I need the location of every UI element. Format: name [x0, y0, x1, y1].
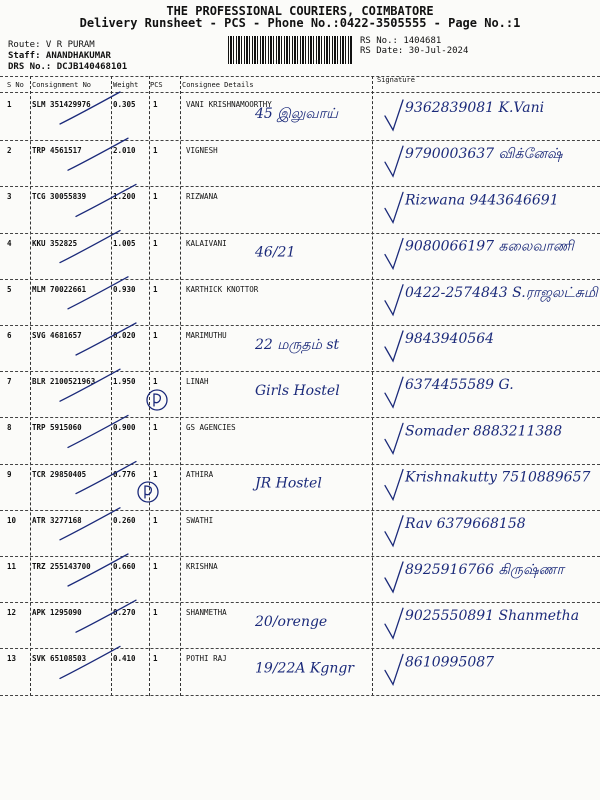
handwritten-note: 19/22A Kgngr — [255, 660, 354, 677]
cell-consignee: KALAIVANI — [186, 238, 227, 248]
handwritten-note: 46/21 — [255, 244, 296, 261]
cell-consignment: SVG 4681657 — [32, 331, 82, 340]
cell-sno: 2 — [7, 146, 12, 156]
cell-consignment: SLM 351429976 — [32, 100, 91, 109]
cell-consignee: VIGNESH — [186, 146, 218, 156]
cell-consignment: TRZ 255143700 — [32, 562, 91, 571]
cell-weight: 1.200 — [113, 192, 136, 202]
cell-consignee: GS AGENCIES — [186, 423, 236, 433]
cell-sno: 8 — [7, 423, 12, 433]
cell-pcs: 1 — [153, 515, 158, 525]
cell-weight: 0.776 — [113, 469, 136, 479]
handwritten-note: 45 இலுவாய் — [255, 106, 339, 122]
barcode — [228, 36, 352, 64]
cell-consignee: LINAH — [186, 377, 209, 387]
cell-weight: 1.005 — [113, 238, 136, 248]
cell-weight: 1.950 — [113, 377, 136, 387]
rs-number: RS No.: 1404681 — [360, 36, 442, 46]
cell-consignee: POTHI RAJ — [186, 654, 227, 664]
table-row — [0, 602, 600, 648]
col-pcs: PCS — [150, 81, 163, 89]
col-weight: Weight — [113, 81, 139, 89]
handwritten-signature: 8925916766 கிருஷ்ணா — [405, 562, 564, 578]
cell-consignee: RIZWANA — [186, 192, 218, 202]
document-title: THE PROFESSIONAL COURIERS, COIMBATORE — [166, 4, 434, 18]
cell-consignment: TCR 29850405 — [32, 469, 87, 479]
cell-weight: 0.660 — [113, 562, 136, 571]
cell-consignee: VANI KRISHNAMOORTHY — [186, 100, 272, 109]
table-row — [0, 371, 600, 417]
row-rule — [0, 695, 600, 696]
cell-consignment: KKU 352825 — [32, 238, 78, 248]
handwritten-note: Girls Hostel — [255, 383, 340, 400]
cell-consignment: TCG 30055839 — [32, 192, 87, 202]
cell-sno: 9 — [7, 469, 12, 479]
handwritten-signature: 8610995087 — [405, 654, 495, 671]
cell-consignee: SHANMETHA — [186, 608, 227, 618]
table-row — [0, 648, 600, 694]
cell-pcs: 1 — [153, 423, 158, 433]
cell-sno: 7 — [7, 377, 12, 387]
table-row — [0, 186, 600, 232]
cell-pcs: 1 — [153, 284, 158, 294]
handwritten-signature: Rav 6379668158 — [405, 515, 526, 532]
table-row — [0, 464, 600, 510]
cell-weight: 0.020 — [113, 331, 136, 340]
header-bottom-rule — [0, 92, 600, 93]
col-sno: S No — [7, 81, 24, 89]
handwritten-signature: 9843940564 — [405, 331, 495, 347]
cell-weight: 0.930 — [113, 284, 136, 294]
cell-consignee: ATHIRA — [186, 469, 214, 479]
handwritten-signature: Krishnakutty 7510889657 — [405, 469, 591, 486]
table-row — [0, 94, 600, 140]
cell-consignee: MARIMUTHU — [186, 331, 227, 340]
col-consignee: Consignee Details — [182, 81, 254, 89]
cell-weight: 2.010 — [113, 146, 136, 156]
cell-pcs: 1 — [153, 469, 158, 479]
cell-weight: 0.900 — [113, 423, 136, 433]
handwritten-signature: 9362839081 K.Vani — [405, 100, 545, 116]
handwritten-note: JR Hostel — [255, 475, 322, 492]
cell-consignment: APK 1295090 — [32, 608, 82, 618]
cell-sno: 3 — [7, 192, 12, 202]
cell-pcs: 1 — [153, 238, 158, 248]
cell-consignee: KARTHICK KNOTTOR — [186, 284, 259, 294]
cell-sno: 12 — [7, 608, 17, 618]
cell-sno: 5 — [7, 284, 12, 294]
cell-consignment: TRP 4561517 — [32, 146, 82, 156]
cell-sno: 4 — [7, 238, 12, 248]
route-label: Route: V R PURAM — [8, 40, 95, 50]
cell-pcs: 1 — [153, 562, 158, 571]
handwritten-signature: Somader 8883211388 — [405, 423, 563, 440]
cell-pcs: 1 — [153, 608, 158, 618]
table-row — [0, 233, 600, 279]
table-row — [0, 510, 600, 556]
cell-pcs: 1 — [153, 377, 158, 387]
handwritten-signature: 0422-2574843 S.ராஜலட்சுமி — [405, 284, 598, 301]
handwritten-signature: 9080066197 கலைவாணி — [405, 238, 574, 255]
cell-consignment: SVK 65108503 — [32, 654, 87, 664]
drs-number: DRS No.: DCJB140468101 — [8, 62, 128, 72]
cell-consignment: ATR 3277168 — [32, 515, 82, 525]
cell-weight: 0.270 — [113, 608, 136, 618]
cell-weight: 0.410 — [113, 654, 136, 664]
handwritten-note: 20/orenge — [255, 614, 328, 631]
handwritten-signature: 9790003637 விக்னேஷ் — [405, 146, 563, 163]
document-subtitle: Delivery Runsheet - PCS - Phone No.:0422-3505555 - Page No.:1 — [79, 16, 521, 30]
cell-consignment: TRP 5915060 — [32, 423, 82, 433]
handwritten-signature: 6374455589 G. — [405, 377, 514, 394]
table-row — [0, 556, 600, 602]
cell-pcs: 1 — [153, 192, 158, 202]
cell-weight: 0.305 — [113, 100, 136, 109]
table-row — [0, 325, 600, 371]
cell-pcs: 1 — [153, 100, 158, 109]
cell-consignment: BLR 2100521963 — [32, 377, 96, 387]
table-row — [0, 140, 600, 186]
table-row — [0, 279, 600, 325]
cell-sno: 11 — [7, 562, 17, 571]
cell-pcs: 1 — [153, 146, 158, 156]
col-consignment: Consignment No — [32, 81, 92, 89]
cell-consignee: KRISHNA — [186, 562, 218, 571]
cell-sno: 13 — [7, 654, 17, 664]
staff-label: Staff: ANANDHAKUMAR — [8, 51, 111, 61]
cell-pcs: 1 — [153, 331, 158, 340]
cell-sno: 10 — [7, 515, 17, 525]
cell-sno: 6 — [7, 331, 12, 340]
rs-date: RS Date: 30-Jul-2024 — [360, 46, 469, 56]
cell-pcs: 1 — [153, 654, 158, 664]
handwritten-signature: Rizwana 9443646691 — [405, 192, 559, 209]
handwritten-signature: 9025550891 Shanmetha — [405, 608, 580, 625]
handwritten-note: 22 மருதம் st — [255, 337, 340, 353]
table-header — [0, 76, 600, 92]
cell-sno: 1 — [7, 100, 12, 109]
cell-consignment: MLM 70022661 — [32, 284, 87, 294]
cell-consignee: SWATHI — [186, 515, 214, 525]
col-signature: Signature — [377, 76, 415, 84]
table-row — [0, 417, 600, 463]
cell-weight: 0.260 — [113, 515, 136, 525]
